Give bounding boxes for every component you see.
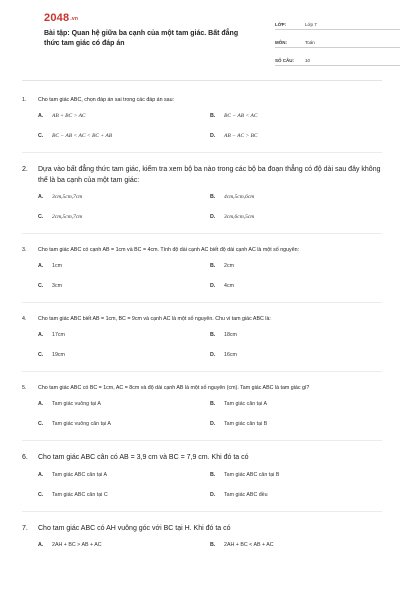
option-text: BC − AB < AC [224, 113, 258, 119]
option-key: D. [210, 214, 216, 220]
meta-row-count [275, 50, 400, 66]
question-5 [22, 384, 382, 428]
option-text: AB − AC > BC [224, 133, 258, 139]
option-a[interactable] [38, 400, 210, 408]
question-number: 5. [22, 385, 27, 391]
worksheet-title: Bài tập: Quan hệ giữa ba cạnh của một tam giác. Bất đẳng thức tam giác có đáp án [44, 30, 239, 47]
option-text: 2cm,5cm,7cm [52, 214, 83, 220]
option-b[interactable] [210, 112, 382, 120]
option-key: B. [210, 542, 216, 548]
option-b[interactable] [210, 193, 382, 201]
question-number: 4. [22, 316, 27, 322]
option-text: Tam giác ABC cân tại C [52, 491, 108, 498]
question-list [22, 96, 382, 549]
option-b[interactable] [210, 541, 382, 549]
option-text: 2cm [224, 263, 235, 269]
option-key: C. [38, 491, 44, 498]
option-key: B. [210, 194, 216, 200]
option-key: D. [210, 283, 216, 289]
option-text: 3cm,5cm,7cm [52, 194, 83, 200]
divider [22, 440, 382, 441]
option-key: D. [210, 352, 216, 358]
option-text: 1cm [52, 263, 63, 269]
option-key: A. [38, 471, 44, 478]
option-text: 4cm [224, 283, 235, 289]
question-text: Cho tam giác ABC biết AB = 1cm, BC = 9cm và cạnh AC là một số nguyên. Chu vi tam giác ABC là: [38, 316, 271, 322]
option-text: 17cm [52, 332, 65, 338]
option-text: 16cm [224, 352, 237, 358]
option-key: B. [210, 113, 216, 119]
option-text: AB + BC > AC [52, 113, 86, 119]
question-number: 7. [22, 524, 28, 532]
option-b[interactable] [210, 471, 382, 479]
question-text: Cho tam giác ABC, chọn đáp án sai trong các đáp án sau: [38, 97, 175, 103]
question-text: Cho tam giác ABC có AH vuông góc với BC tại H. Khi đó ta có [38, 524, 231, 532]
option-text: 4cm,5cm,6cm [224, 194, 255, 200]
option-key: C. [38, 214, 44, 220]
question-7 [22, 524, 382, 550]
question-6 [22, 453, 382, 499]
option-text: 18cm [224, 332, 237, 338]
meta-panel [275, 14, 400, 68]
option-key: B. [210, 471, 216, 478]
option-key: A. [38, 113, 44, 119]
option-text: 2AH + BC > AB + AC [52, 542, 102, 548]
option-key: A. [38, 542, 44, 548]
option-key: A. [38, 332, 44, 338]
option-text: 2AH + BC < AB + AC [224, 542, 274, 548]
option-key: D. [210, 491, 216, 498]
option-key: B. [210, 332, 216, 338]
option-text: 19cm [52, 352, 65, 358]
option-d[interactable] [210, 132, 382, 140]
logo-suffix: .vn [70, 16, 79, 22]
option-c[interactable] [38, 420, 210, 428]
header [22, 0, 378, 72]
option-c[interactable] [38, 351, 210, 359]
option-a[interactable] [38, 471, 210, 479]
option-a[interactable] [38, 193, 210, 201]
option-text: Tam giác ABC cân tại B [224, 471, 280, 478]
question-1 [22, 96, 382, 140]
option-key: A. [38, 401, 44, 407]
option-b[interactable] [210, 331, 382, 339]
option-text: Tam giác cân tại B [224, 421, 268, 427]
option-b[interactable] [210, 400, 382, 408]
option-key: B. [210, 263, 216, 269]
question-text: Cho tam giác ABC có cạnh AB = 1cm và BC = 4cm. Tính độ dài cạnh AC biết độ dài cạnh AC là một số nguyên: [38, 247, 300, 253]
option-key: C. [38, 352, 44, 358]
question-number: 6. [22, 454, 28, 461]
option-a[interactable] [38, 541, 210, 549]
option-d[interactable] [210, 213, 382, 221]
option-c[interactable] [38, 282, 210, 290]
option-a[interactable] [38, 331, 210, 339]
option-text: Tam giác cân tại A [224, 401, 267, 407]
option-key: B. [210, 401, 216, 407]
option-d[interactable] [210, 420, 382, 428]
question-text: Cho tam giác ABC có BC = 1cm, AC = 8cm và độ dài cạnh AB là một số nguyên (cm). Tam giác ABC là tam giác gì? [38, 385, 310, 391]
meta-row-subject [275, 32, 400, 48]
question-4 [22, 315, 382, 359]
meta-label: LỚP: [275, 22, 287, 27]
option-key: A. [38, 263, 44, 269]
option-key: C. [38, 421, 44, 427]
question-number: 1. [22, 97, 27, 103]
option-d[interactable] [210, 351, 382, 359]
option-text: BC − AB < AC < BC + AB [52, 133, 113, 139]
divider [22, 152, 382, 153]
meta-value: Lớp 7 [305, 22, 317, 27]
meta-label: MÔN: [275, 40, 287, 45]
option-a[interactable] [38, 262, 210, 270]
option-b[interactable] [210, 262, 382, 270]
divider [22, 233, 382, 234]
question-3 [22, 246, 382, 290]
question-text: Cho tam giác ABC cân có AB = 3,9 cm và BC = 7,9 cm. Khi đó ta có [38, 454, 249, 461]
divider [22, 511, 382, 512]
option-text: Tam giác vuông tại A [52, 401, 101, 407]
option-key: D. [210, 133, 216, 139]
option-text: Tam giác ABC cân tại A [52, 471, 108, 478]
option-c[interactable] [38, 132, 210, 140]
option-text: 3cm,6cm,5cm [224, 214, 255, 220]
option-text: 3cm [52, 283, 63, 289]
meta-value: Toán [305, 40, 315, 45]
header-divider [22, 80, 382, 81]
question-2 [22, 165, 382, 221]
option-text: Tam giác ABC đều [224, 491, 268, 498]
option-c[interactable] [38, 491, 210, 499]
question-text: Dựa vào bất đẳng thức tam giác, kiểm tra xem bộ ba nào trong các bộ ba đoạn thẳng có độ dài sau đây không thể là ba cạnh của một tam giác: [38, 166, 381, 184]
option-d[interactable] [210, 282, 382, 290]
option-key: D. [210, 421, 216, 427]
option-key: A. [38, 194, 44, 200]
divider [22, 371, 382, 372]
option-key: C. [38, 283, 44, 289]
meta-value: 10 [305, 58, 311, 63]
logo-main: 2048 [44, 12, 70, 24]
question-number: 2. [22, 166, 28, 173]
option-text: Tam giác vuông cân tại A [52, 421, 111, 427]
option-a[interactable] [38, 112, 210, 120]
meta-label: SỐ CÂU: [275, 58, 294, 63]
site-logo[interactable] [44, 12, 78, 24]
question-number: 3. [22, 247, 27, 253]
meta-row-class [275, 14, 400, 30]
option-c[interactable] [38, 213, 210, 221]
option-d[interactable] [210, 491, 382, 499]
divider [22, 302, 382, 303]
option-key: C. [38, 133, 44, 139]
